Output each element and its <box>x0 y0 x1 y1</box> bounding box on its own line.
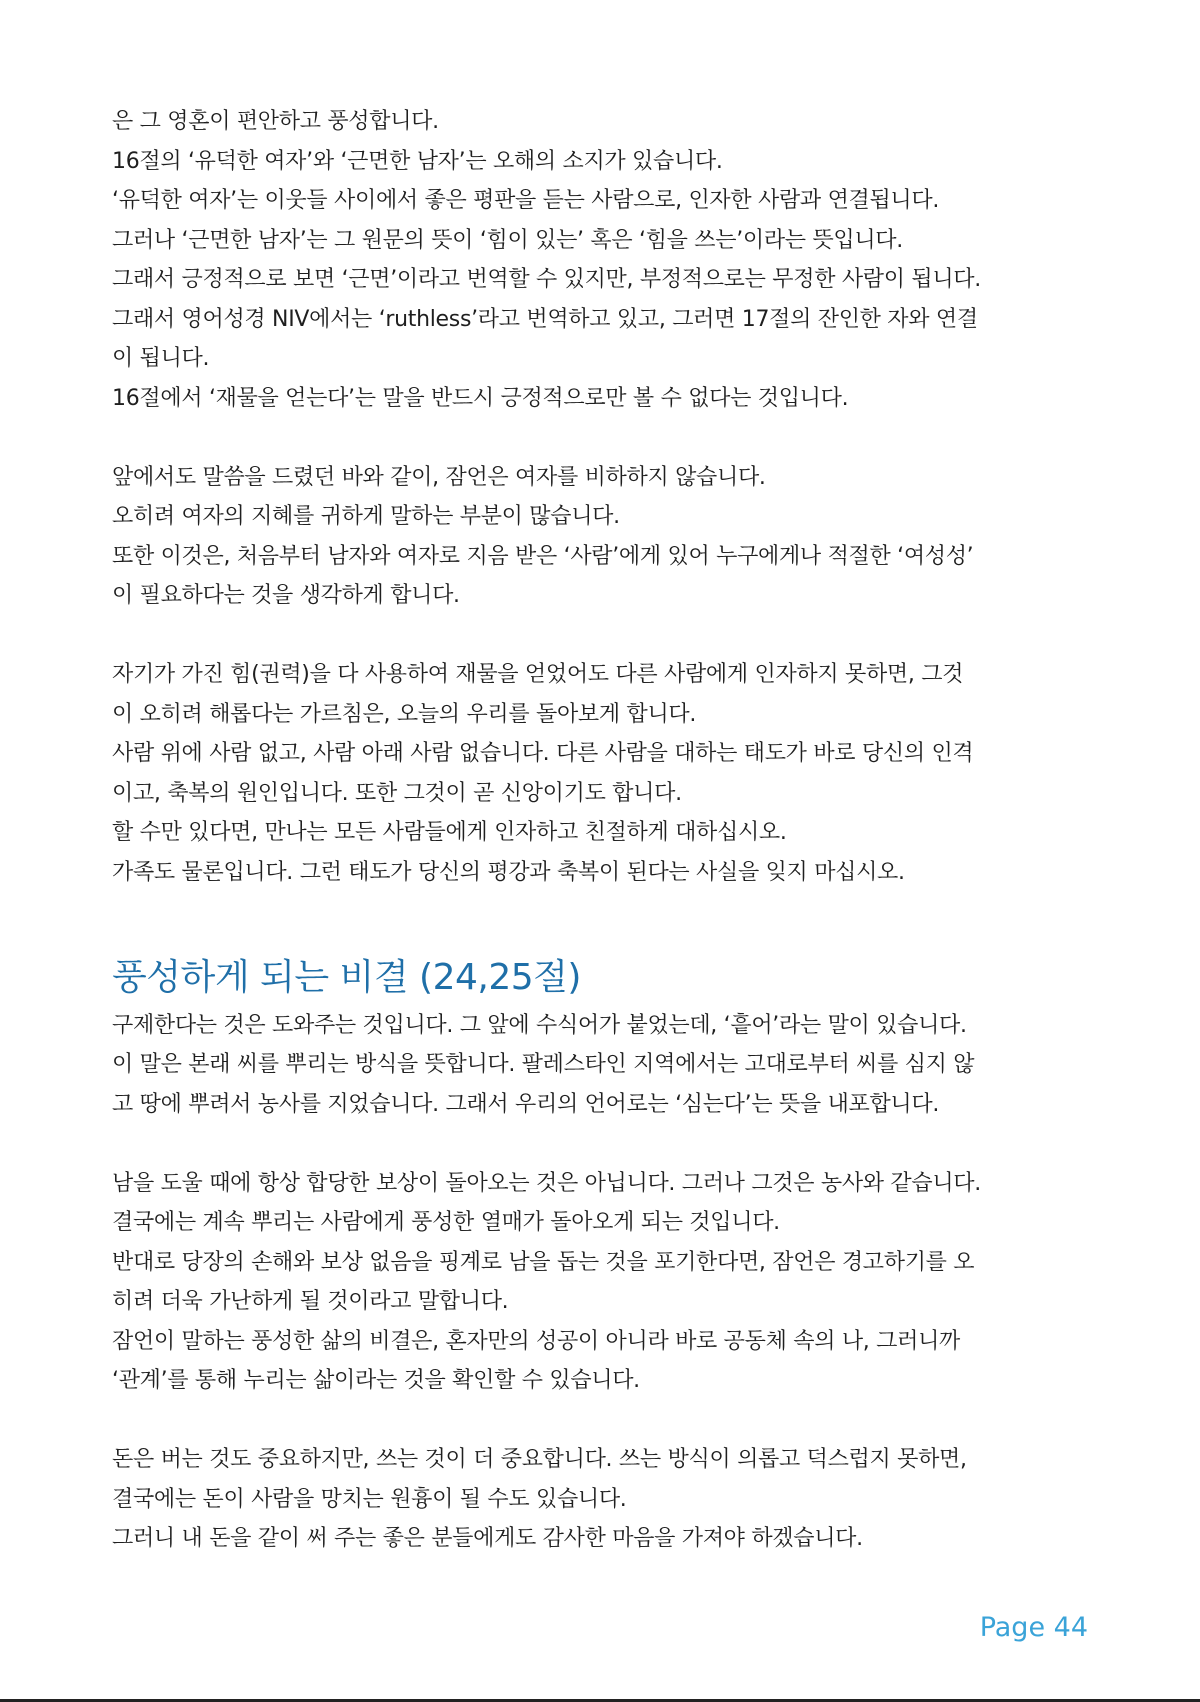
text-line: ‘관계’를 통해 누리는 삶이라는 것을 확인할 수 있습니다. <box>112 1368 640 1393</box>
text-line: 결국에는 돈이 사람을 망치는 원흉이 될 수도 있습니다. <box>112 1486 627 1512</box>
text-line: 가족도 물론입니다. 그런 태도가 당신의 평강과 축복이 된다는 사실을 잊지 마십시오. <box>112 859 905 885</box>
text-line: 결국에는 계속 뿌리는 사람에게 풍성한 열매가 돌아오게 되는 것입니다. <box>112 1210 780 1235</box>
text-line: 16절의 ‘유덕한 여자’와 ‘근면한 남자’는 오해의 소지가 있습니다. <box>112 148 723 174</box>
text-line: 이 오히려 해롭다는 가르침은, 오늘의 우리를 돌아보게 합니다. <box>112 701 697 727</box>
text-line: 이고, 축복의 원인입니다. 또한 그것이 곧 신앙이기도 합니다. <box>112 780 682 806</box>
text-line: 구제한다는 것은 도와주는 것입니다. 그 앞에 수식어가 붙었는데, ‘흩어’라는 말이 있습니다. <box>112 1012 967 1038</box>
text-line: 또한 이것은, 처음부터 남자와 여자로 지음 받은 ‘사람’에게 있어 누구에게나 적절한 ‘여성성’ <box>112 543 974 569</box>
text-line: 잠언이 말하는 풍성한 삶의 비결은, 혼자만의 성공이 아니라 바로 공동체 속의 나, 그러니까 <box>112 1328 960 1354</box>
text-line: 할 수만 있다면, 만나는 모든 사람들에게 인자하고 친절하게 대하십시오. <box>112 820 787 845</box>
paragraph-spacer <box>112 1401 1102 1441</box>
text-line: 이 필요하다는 것을 생각하게 합니다. <box>112 583 460 608</box>
paragraph-spacer <box>112 1124 1102 1164</box>
text-line: 이 말은 본래 씨를 뿌리는 방식을 뜻합니다. 팔레스타인 지역에서는 고대로부터 씨를 심지 않 <box>112 1052 975 1077</box>
paragraph-spacer <box>112 892 1102 932</box>
text-line: 그러나 ‘근면한 남자’는 그 원문의 뜻이 ‘힘이 있는’ 혹은 ‘힘을 쓰는’이라는 뜻입니다. <box>112 227 903 253</box>
text-line: 오히려 여자의 지혜를 귀하게 말하는 부분이 많습니다. <box>112 504 620 529</box>
text-line: 돈은 버는 것도 중요하지만, 쓰는 것이 더 중요합니다. 쓰는 방식이 의롭고 덕스럽지 못하면, <box>112 1447 967 1472</box>
text-line: 자기가 가진 힘(권력)을 다 사용하여 재물을 얻었어도 다른 사람에게 인자하지 못하면, 그것 <box>112 662 964 687</box>
text-line: 그러니 내 돈을 같이 써 주는 좋은 분들에게도 감사한 마음을 가져야 하겠습니다. <box>112 1526 863 1551</box>
text-line: 고 땅에 뿌려서 농사를 지었습니다. 그래서 우리의 언어로는 ‘심는다’는 뜻을 내포합니다. <box>112 1091 940 1117</box>
paragraph-spacer <box>112 616 1102 656</box>
text-line: 은 그 영혼이 편안하고 풍성합니다. <box>112 109 439 134</box>
text-line: 사람 위에 사람 없고, 사람 아래 사람 없습니다. 다른 사람을 대하는 태도가 바로 당신의 인격 <box>112 741 974 766</box>
paragraph-spacer <box>112 418 1102 458</box>
body-text <box>112 102 1102 1559</box>
text-line: 16절에서 ‘재물을 얻는다’는 말을 반드시 긍정적으로만 볼 수 없다는 것입니다. <box>112 385 849 411</box>
text-line: 남을 도울 때에 항상 합당한 보상이 돌아오는 것은 아닙니다. 그러나 그것은 농사와 같습니다. <box>112 1170 981 1196</box>
page-number: Page 44 <box>979 1612 1088 1643</box>
text-line: 반대로 당장의 손해와 보상 없음을 핑계로 남을 돕는 것을 포기한다면, 잠언은 경고하기를 오 <box>112 1249 975 1275</box>
section-heading: 풍성하게 되는 비결 (24,25절) <box>112 956 581 998</box>
text-line: 그래서 긍정적으로 보면 ‘근면’이라고 번역할 수 있지만, 부정적으로는 무정한 사람이 됩니다. <box>112 267 981 292</box>
text-line: 그래서 영어성경 NIV에서는 ‘ruthless’라고 번역하고 있고, 그러면 17절의 잔인한 자와 연결 <box>112 306 978 332</box>
text-line: 이 됩니다. <box>112 346 210 371</box>
text-line: 앞에서도 말씀을 드렸던 바와 같이, 잠언은 여자를 비하하지 않습니다. <box>112 464 766 490</box>
text-line: ‘유덕한 여자’는 이웃들 사이에서 좋은 평판을 듣는 사람으로, 인자한 사람과 연결됩니다. <box>112 188 940 213</box>
text-line: 히려 더욱 가난하게 될 것이라고 말합니다. <box>112 1289 509 1314</box>
